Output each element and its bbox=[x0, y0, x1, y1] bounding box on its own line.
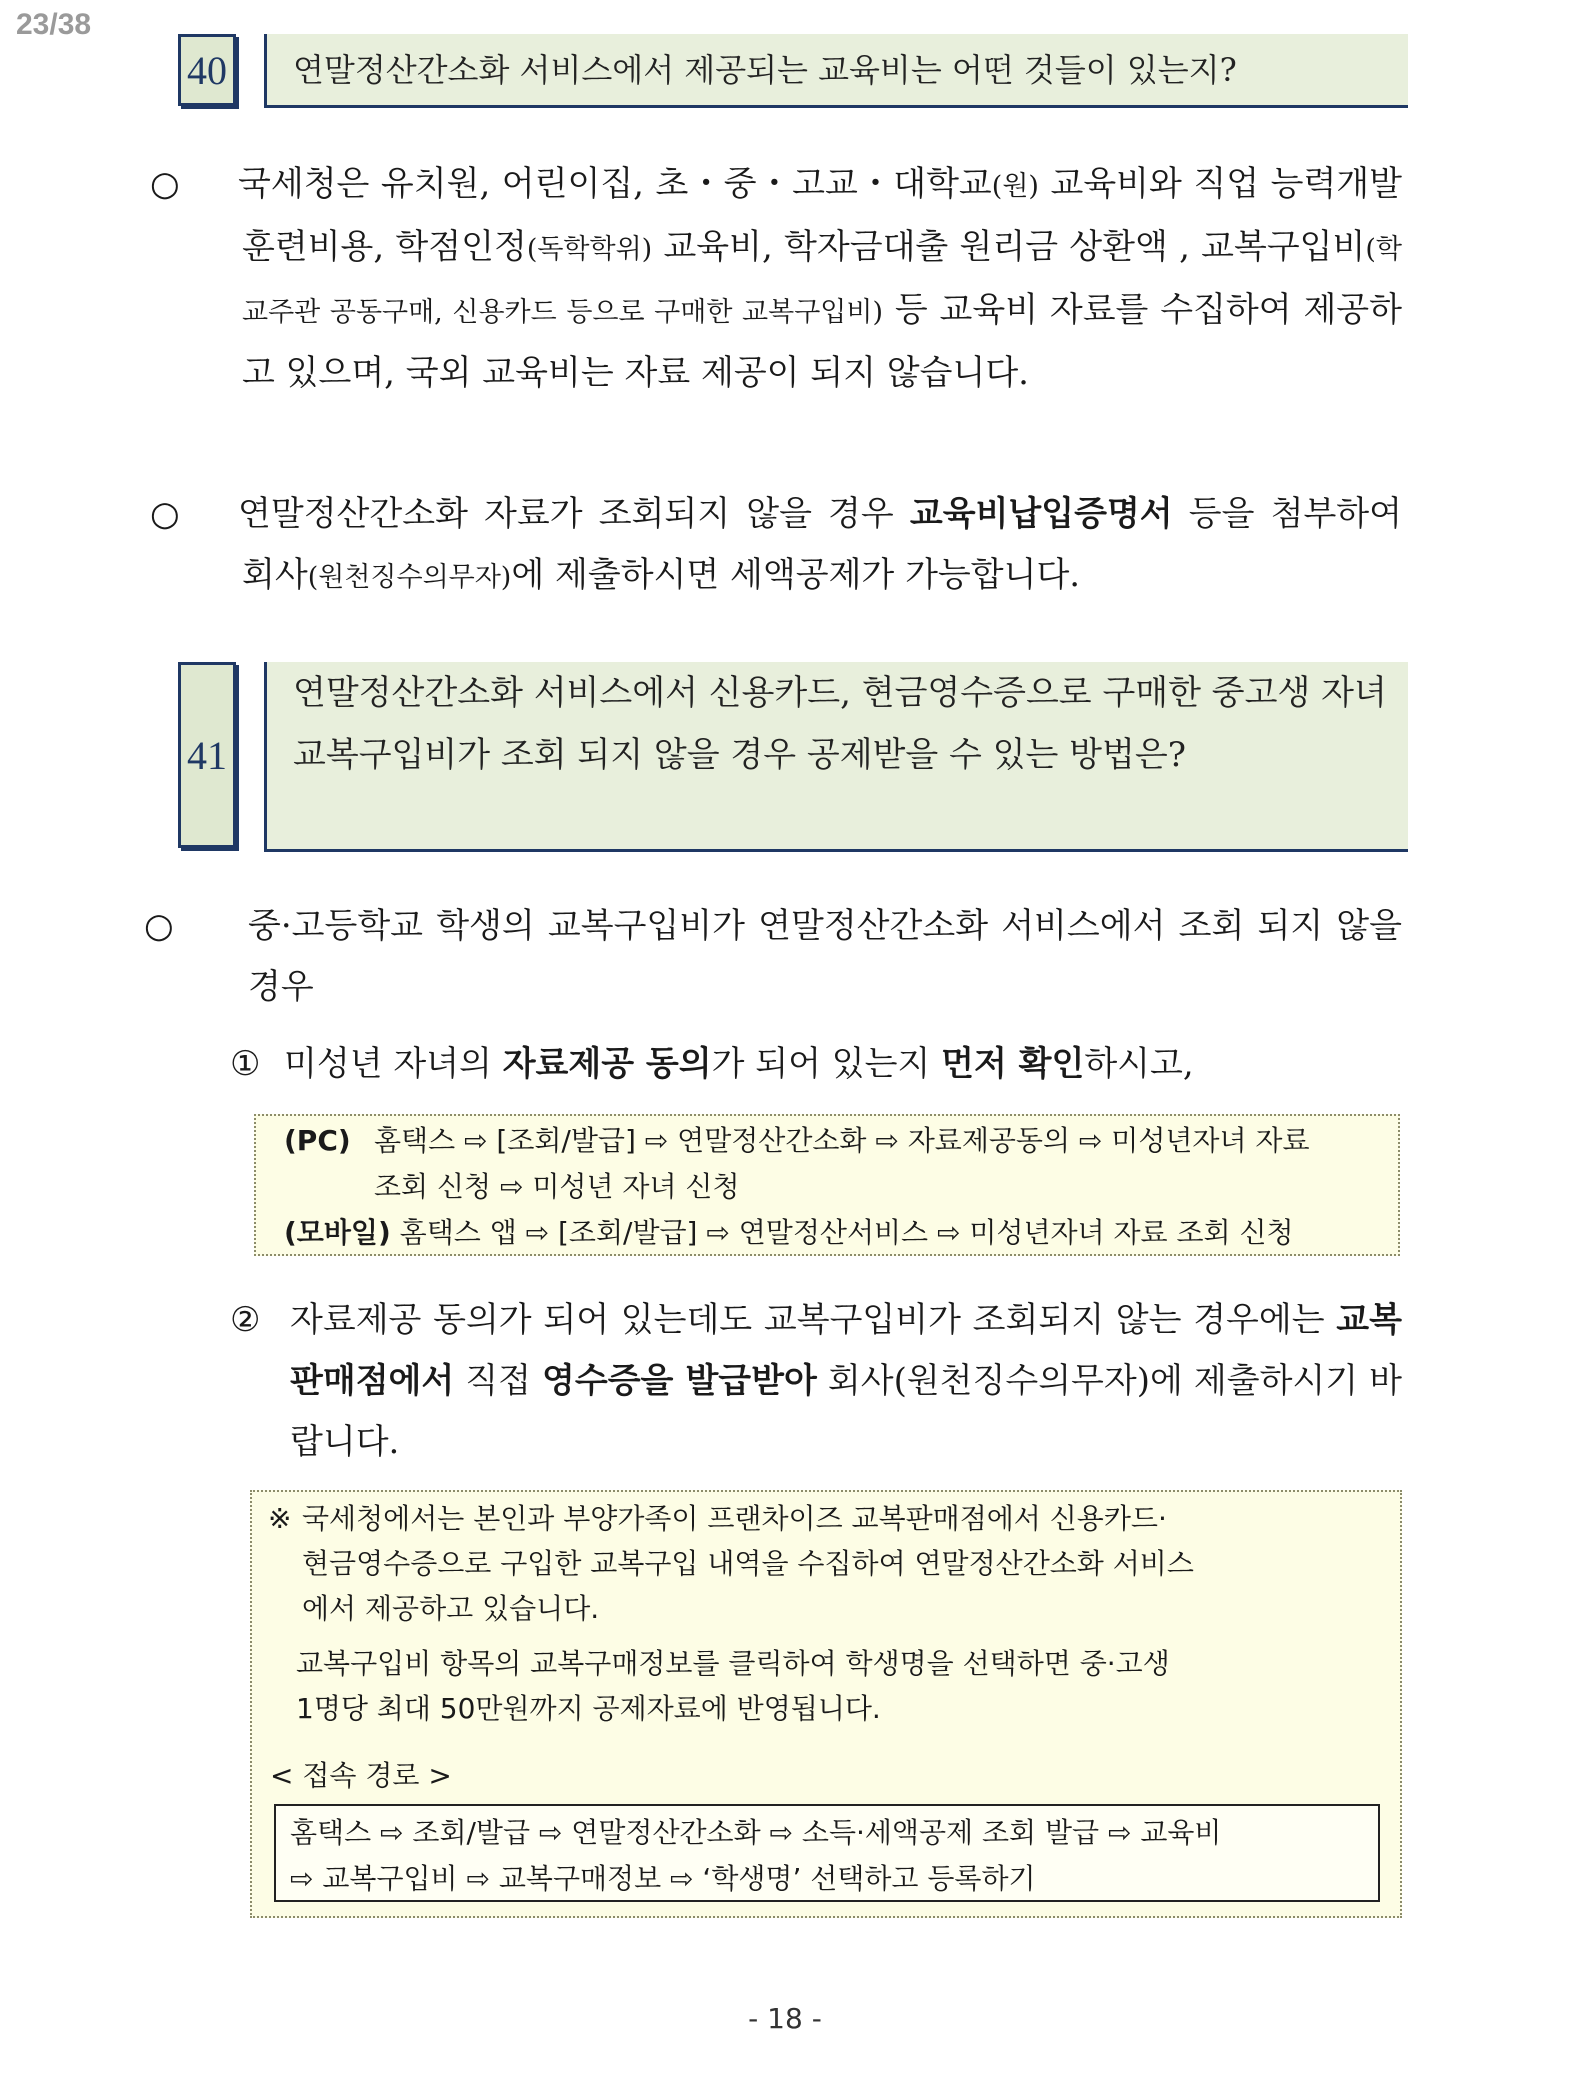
note-line: 1명당 최대 50만원까지 공제자료에 반영됩니다. bbox=[296, 1692, 881, 1725]
pc-path-continued: 조회 신청 ⇨ 미성년 자녀 신청 bbox=[374, 1170, 740, 1203]
question-number: 41 bbox=[178, 662, 236, 848]
answer-paragraph: ○ 중·고등학교 학생의 교복구입비가 연말정산간소화 서비스에서 조회 되지 않을 경우 bbox=[196, 896, 1402, 1018]
note-line: 현금영수증으로 구입한 교복구입 내역을 수집하여 연말정산간소화 서비스 bbox=[302, 1547, 1194, 1580]
route-line: ⇨ 교복구입비 ⇨ 교복구매정보 ⇨ ‘학생명’ 선택하고 등록하기 bbox=[290, 1862, 1036, 1895]
pc-path: (PC) 홈택스 ⇨ [조회/발급] ⇨ 연말정산간소화 ⇨ 자료제공동의 ⇨ 미성년자녀 자료 bbox=[284, 1124, 1310, 1157]
bullet-circle: ○ bbox=[150, 494, 180, 534]
route-line: 홈택스 ⇨ 조회/발급 ⇨ 연말정산간소화 ⇨ 소득·세액공제 조회 발급 ⇨ 교육비 bbox=[290, 1816, 1222, 1849]
note-line: 교복구입비 항목의 교복구매정보를 클릭하여 학생명을 선택하면 중·고생 bbox=[296, 1647, 1170, 1680]
question-41-header bbox=[178, 662, 1408, 852]
answer-paragraph: ○ 국세청은 유치원, 어린이집, 초・중・고교・대학교(원) 교육비와 직업 능력개발훈련비용, 학점인정(독학학위) 교육비, 학자금대출 원리금 상환액 , 교복구입비(학교주관 공동구매, 신용카드 등으로 구매한 교복구입비) 등 교육비 자료를 수집하여 제공하고 있으며, 국외 교육비는 자료 제공이 되지 않습니다. bbox=[196, 154, 1402, 404]
bullet-circle: ○ bbox=[150, 164, 180, 204]
bullet-circle: ○ bbox=[144, 906, 174, 946]
page-counter: 23/38 bbox=[16, 8, 92, 41]
note-mark: ※ bbox=[268, 1502, 292, 1535]
step-marker: ① bbox=[230, 1044, 261, 1084]
step-marker: ② bbox=[230, 1300, 261, 1340]
route-box bbox=[274, 1804, 1380, 1902]
note-line: 에서 제공하고 있습니다. bbox=[302, 1592, 600, 1625]
page-number: - 18 - bbox=[748, 2002, 822, 2035]
mobile-path: (모바일) 홈택스 앱 ⇨ [조회/발급] ⇨ 연말정산서비스 ⇨ 미성년자녀 자료 조회 신청 bbox=[284, 1216, 1294, 1249]
step-1: ① 미성년 자녀의 자료제공 동의가 되어 있는지 먼저 확인하시고, bbox=[230, 1034, 1410, 1095]
answer-paragraph: ○ 연말정산간소화 자료가 조회되지 않을 경우 교육비납입증명서 등을 첨부하여 회사(원천징수의무자)에 제출하시면 세액공제가 가능합니다. bbox=[196, 484, 1402, 608]
step-2: ② 자료제공 동의가 되어 있는데도 교복구입비가 조회되지 않는 경우에는 교복판매점에서 직접 영수증을 발급받아 회사(원천징수의무자)에 제출하시기 바랍니다. bbox=[230, 1290, 1402, 1473]
note-line: ※ 국세청에서는 본인과 부양가족이 프랜차이즈 교복판매점에서 신용카드· bbox=[268, 1496, 1386, 1541]
route-title: < 접속 경로 > bbox=[270, 1759, 452, 1792]
question-40-header bbox=[178, 34, 1408, 108]
question-text: 연말정산간소화 서비스에서 신용카드, 현금영수증으로 구매한 중고생 자녀 교복구입비가 조회 되지 않을 경우 공제받을 수 있는 방법은? bbox=[264, 662, 1408, 852]
question-text: 연말정산간소화 서비스에서 제공되는 교육비는 어떤 것들이 있는지? bbox=[264, 34, 1408, 108]
path-box bbox=[254, 1114, 1400, 1256]
note-box bbox=[250, 1490, 1402, 1918]
question-number: 40 bbox=[178, 34, 236, 106]
